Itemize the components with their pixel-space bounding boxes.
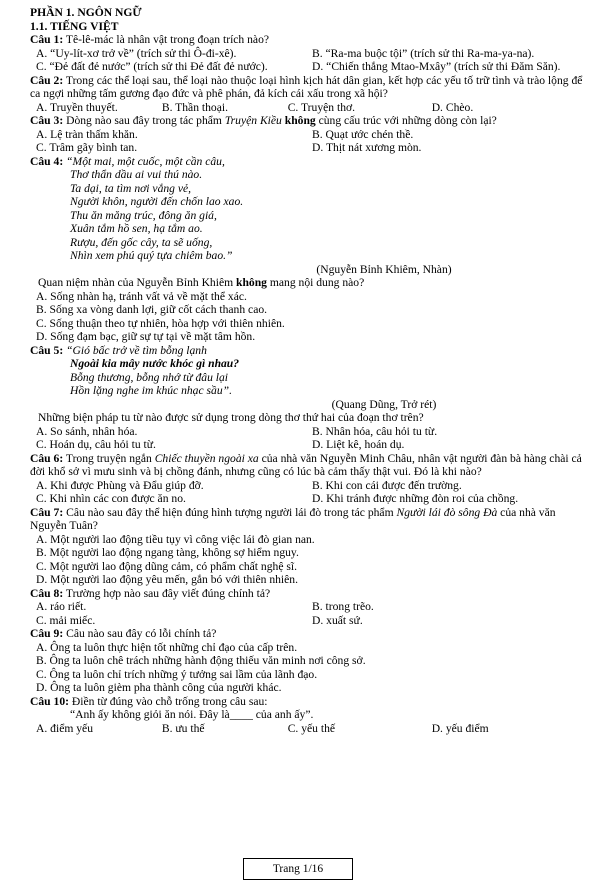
poem-line: Xuân tắm hồ sen, hạ tắm ao. bbox=[70, 222, 203, 235]
question-5 bbox=[30, 344, 588, 358]
question-6 bbox=[30, 452, 588, 479]
work-title: Truyện Kiều bbox=[224, 114, 282, 127]
question-text: Trong các thể loại sau, thể loại nào thuộc loại hình kịch hát dân gian, kết hợp các yếu tố trữ tình và trào lộng để ca ngợi những tấm gương đạo đức và phê phán, đả kích cái xấu trong xã hội? bbox=[30, 73, 583, 100]
question-label: Câu 1: bbox=[30, 33, 64, 46]
option-c: C. Một người lao động dũng cảm, có phẩm chất nghệ sĩ. bbox=[36, 559, 297, 573]
poem-line: Ta dại, ta tìm nơi vắng vẻ, bbox=[70, 181, 192, 195]
option-a: A. Khi được Phùng và Đẩu giúp đỡ. bbox=[36, 478, 204, 492]
option-b: B. trong trẽo. bbox=[312, 600, 374, 613]
q5-options-row-2 bbox=[30, 438, 588, 452]
option-c: C. Ông ta luôn chỉ trích những ý tưởng sai lầm của lãnh đạo. bbox=[36, 667, 318, 681]
question-label: Câu 5: bbox=[30, 343, 64, 357]
option-b: B. “Ra-ma buộc tội” (trích sử thi Ra-ma-ya-na). bbox=[312, 46, 535, 60]
question-label: Câu 6: bbox=[30, 451, 64, 465]
poem-line: Rượu, đến gốc cây, ta sẽ uống, bbox=[70, 235, 213, 249]
question-text: Tê-lê-mác là nhân vật trong đoạn trích nào? bbox=[65, 33, 270, 46]
emphasis-word: không bbox=[284, 114, 316, 127]
q3-options-row-2 bbox=[30, 141, 588, 155]
option-a: A. So sánh, nhân hóa. bbox=[36, 424, 138, 438]
option-a: A. “Uy-lít-xơ trở về” (trích sử thi Ô-đi-xê). bbox=[36, 46, 237, 60]
option-d: D. Một người lao động yêu mến, gắn bó với thiên nhiên. bbox=[36, 573, 298, 586]
option-d: D. Chèo. bbox=[431, 100, 474, 114]
question-1 bbox=[30, 33, 588, 47]
poem-line-highlighted: Ngoài kia mây nước khóc gì nhau? bbox=[70, 357, 240, 370]
question-label: Câu 8: bbox=[30, 586, 64, 600]
q2-options bbox=[30, 101, 588, 115]
option-b: B. Khi con cái được đến trường. bbox=[312, 478, 462, 492]
question-label: Câu 10: bbox=[30, 694, 69, 708]
option-d: D. “Chiến thắng Mtao-Mxây” (trích sử thi Đăm Săn). bbox=[312, 60, 561, 73]
question-text-end: của nhà văn Nguyễn Tuân? bbox=[30, 505, 556, 532]
option-a: A. điểm yếu bbox=[36, 721, 93, 735]
question-2 bbox=[30, 74, 588, 101]
option-b: B. Một người lao động ngang tàng, không sợ hiểm nguy. bbox=[36, 546, 299, 559]
poem-line: Người khôn, người đến chốn lao xao. bbox=[70, 195, 244, 208]
option-a: A. ráo riết. bbox=[36, 600, 87, 613]
question-7 bbox=[30, 506, 588, 533]
option-a: A. Sống nhàn hạ, tránh vất vả về mặt thể xác. bbox=[36, 289, 247, 303]
option-d: D. Liệt kê, hoán dụ. bbox=[312, 438, 405, 451]
question-label: Câu 9: bbox=[30, 627, 64, 640]
option-d: D. xuất sứ. bbox=[312, 613, 363, 627]
q6-options-row-1 bbox=[30, 479, 588, 493]
work-title: Chiếc thuyền ngoài xa bbox=[154, 451, 259, 465]
question-text: Trường hợp nào sau đây viết đúng chính tả? bbox=[65, 586, 271, 600]
fill-blank-sentence: “Anh ấy không giỏi ăn nói. Đây là____ của anh ấy”. bbox=[70, 708, 314, 721]
question-4 bbox=[30, 155, 588, 169]
option-d: D. Ông ta luôn gièm pha thành công của người khác. bbox=[36, 681, 282, 694]
work-title: Người lái đò sông Đà bbox=[396, 505, 498, 519]
poem-line: “Một mai, một cuốc, một cần câu, bbox=[66, 154, 225, 168]
question-label: Câu 2: bbox=[30, 73, 64, 87]
question-text: Câu nào sau đây thể hiện đúng hình tượng người lái đò trong tác phẩm bbox=[66, 505, 394, 519]
option-c: C. Sống thuận theo tự nhiên, hòa hợp với thiên nhiên. bbox=[36, 316, 285, 330]
question-text: Điền từ đúng vào chỗ trống trong câu sau: bbox=[71, 694, 268, 708]
option-b: B. Thần thoại. bbox=[161, 100, 228, 114]
option-c: C. “Đẻ đất đẻ nước” (trích sử thi Đẻ đất đẻ nước). bbox=[36, 60, 268, 73]
question-10 bbox=[30, 695, 588, 709]
q6-options-row-2 bbox=[30, 492, 588, 506]
option-d: D. Thịt nát xương mòn. bbox=[312, 141, 422, 154]
question-text: Dòng nào sau đây trong tác phẩm bbox=[66, 114, 222, 127]
option-c: C. Trâm gãy bình tan. bbox=[36, 141, 138, 154]
q8-options-row-1 bbox=[30, 600, 588, 614]
question-text: Câu nào sau đây có lỗi chính tả? bbox=[66, 627, 217, 640]
option-c: C. Truyện thơ. bbox=[287, 100, 356, 114]
option-c: C. Khi nhìn các con được ăn no. bbox=[36, 492, 186, 505]
poem-line: Thơ thẩn dầu ai vui thú nào. bbox=[70, 168, 203, 181]
question-label: Câu 3: bbox=[30, 114, 64, 127]
question-3 bbox=[30, 114, 588, 128]
q8-options-row-2 bbox=[30, 614, 588, 628]
poem-line: Nhìn xem phú quý tựa chiêm bao.” bbox=[70, 249, 233, 262]
option-b: B. ưu thế bbox=[161, 721, 205, 735]
option-d: D. Sống đạm bạc, giữ sự tự tại về mặt tâm hồn. bbox=[36, 330, 256, 343]
option-a: A. Ông ta luôn thực hiện tốt những chỉ đạo của cấp trên. bbox=[36, 640, 298, 654]
option-b: B. Nhân hóa, câu hỏi tu từ. bbox=[312, 424, 438, 438]
question-text: Trong truyện ngắn bbox=[65, 451, 152, 465]
poem-source: (Quang Dũng, Trở rét) bbox=[331, 397, 437, 411]
q1-options-row-2 bbox=[30, 60, 588, 74]
question-prompt: Những biện pháp tu từ nào được sử dụng trong dòng thơ thứ hai của đoạn thơ trên? bbox=[38, 411, 424, 424]
emphasis-word: không bbox=[236, 276, 267, 289]
poem-line: Hồn lặng nghe im khúc nhạc sầu”. bbox=[70, 384, 232, 397]
option-c: C. mải miếc. bbox=[36, 613, 96, 627]
option-d: D. yếu điểm bbox=[431, 721, 489, 735]
q5-options-row-1 bbox=[30, 425, 588, 439]
prompt-text: Quan niệm nhàn của Nguyễn Bỉnh Khiêm bbox=[38, 276, 234, 289]
page-number: Trang 1/16 bbox=[243, 858, 353, 880]
question-label: Câu 4: bbox=[30, 154, 64, 168]
option-a: A. Truyền thuyết. bbox=[36, 100, 118, 114]
poem-line: “Gió bấc trở về tìm bỗng lạnh bbox=[66, 343, 207, 357]
option-a: A. Lệ tràn thấm khăn. bbox=[36, 127, 138, 141]
question-label: Câu 7: bbox=[30, 505, 64, 519]
poem-line: Bỗng thương, bỗng nhớ từ đâu lại bbox=[70, 370, 229, 384]
question-8 bbox=[30, 587, 588, 601]
q3-options-row-1 bbox=[30, 128, 588, 142]
option-c: C. yếu thế bbox=[287, 721, 336, 735]
poem-source: (Nguyễn Bỉnh Khiêm, Nhàn) bbox=[316, 262, 452, 276]
option-b: B. Quạt ước chén thề. bbox=[312, 127, 414, 141]
part-title: PHẦN 1. NGÔN NGỮ bbox=[30, 6, 142, 19]
question-9 bbox=[30, 627, 588, 641]
option-d: D. Khi tránh được những đòn roi của chồng. bbox=[312, 492, 519, 505]
q10-options bbox=[30, 722, 588, 736]
poem-line: Thu ăn măng trúc, đông ăn giá, bbox=[70, 208, 217, 222]
question-prompt bbox=[30, 276, 588, 290]
option-a: A. Một người lao động tiều tụy vì công việc lái đò gian nan. bbox=[36, 532, 315, 546]
q1-options-row-1 bbox=[30, 47, 588, 61]
option-c: C. Hoán dụ, câu hỏi tu từ. bbox=[36, 438, 156, 451]
option-b: B. Sống xa vòng danh lợi, giữ cốt cách thanh cao. bbox=[36, 303, 268, 316]
option-b: B. Ông ta luôn chê trách những hành động thiếu văn minh nơi công sở. bbox=[36, 654, 366, 667]
section-title: 1.1. TIẾNG VIỆT bbox=[30, 19, 119, 33]
question-text-end: cùng cấu trúc với những dòng còn lại? bbox=[318, 114, 497, 127]
question-text-end: của nhà văn Nguyễn Minh Châu, nhân vật người đàn bà hàng chài cả đời khổ sở vì mưu sinh và bị chồng đánh, nhưng cũng có lúc bà cảm thấy thật vui. Đó là khi nào? bbox=[30, 451, 582, 478]
prompt-text-end: mang nội dung nào? bbox=[269, 276, 365, 289]
